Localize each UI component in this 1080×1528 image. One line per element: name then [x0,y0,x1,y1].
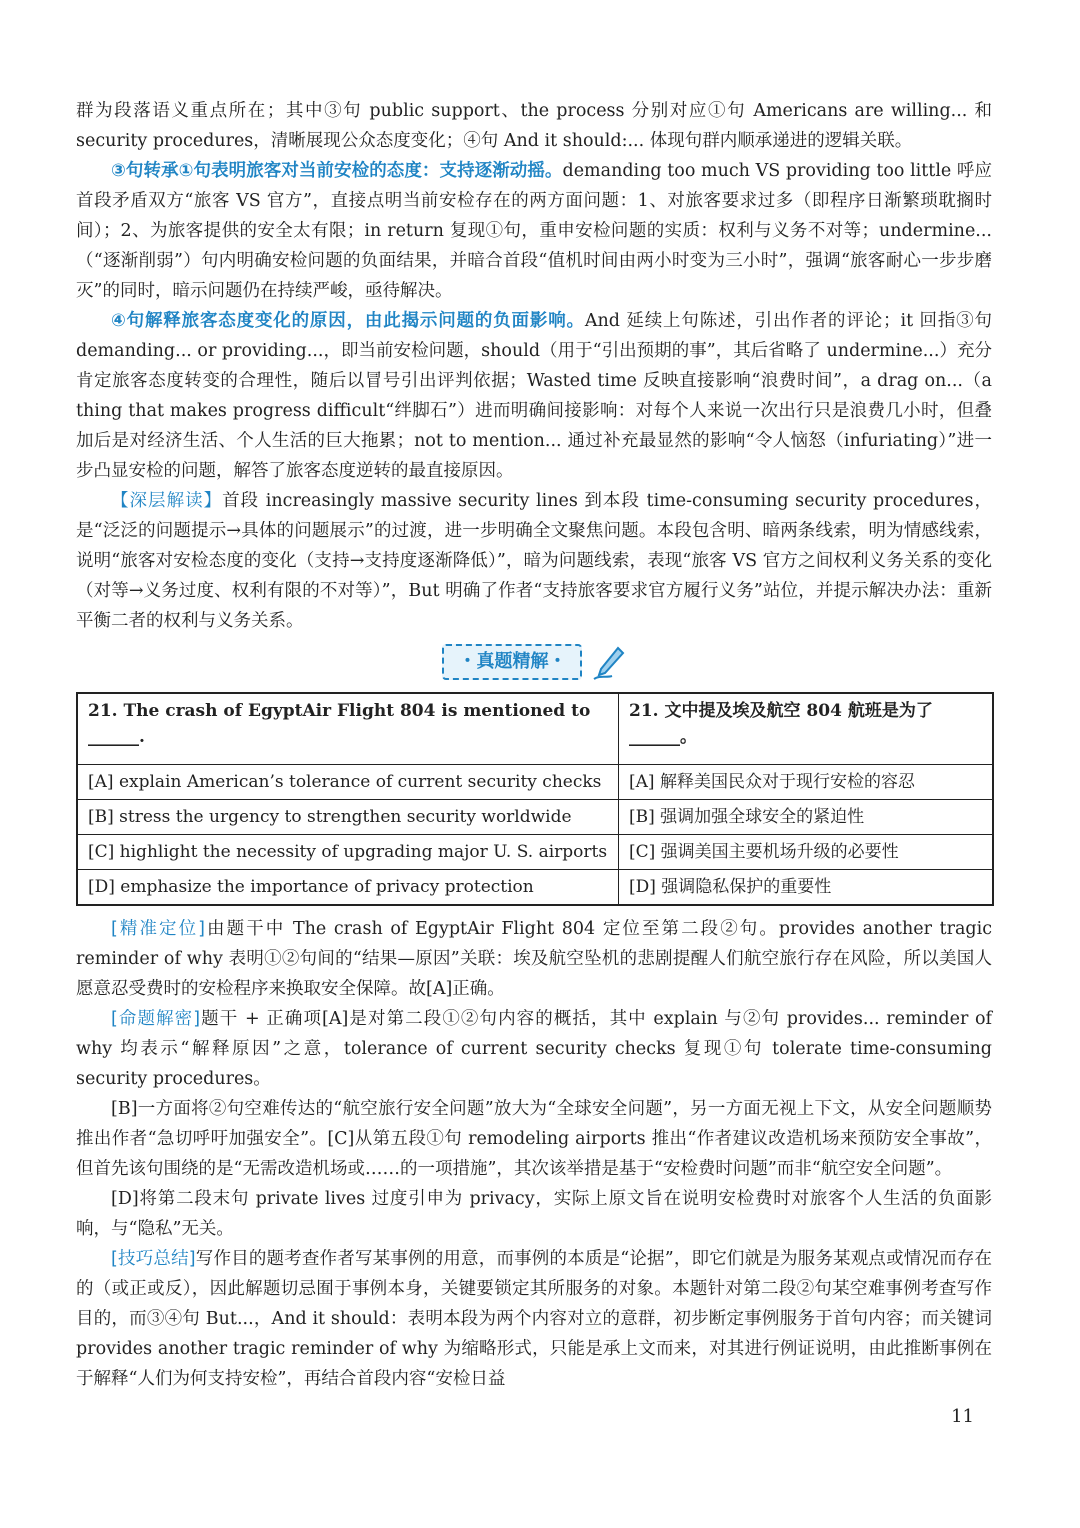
analysis-location: [精准定位]由题干中 The crash of EgyptAir Flight 804 定位至第二段②句。provides another tragic reminder of why 表明①②句间的“结果—原因”关联：埃及航空坠机的悲剧提醒人们航空旅行存在风险，所以美国人愿意忍受费时的安检程序来换取安全保障。故[A]正确。 [76,919,992,999]
option-c-zh: [C] 强调美国主要机场升级的必要性 [619,835,994,870]
question-stem-zh: 21. 文中提及埃及航空 804 航班是为了______。 [619,693,994,765]
question-table [76,692,994,906]
tag-skill-summary: [技巧总结] [111,1249,196,1269]
highlight-sentence-4: ④句解释旅客态度变化的原因，由此揭示问题的负面影响。 [111,311,585,331]
paragraph-deep-reading: 【深层解读】首段 increasingly massive security lines 到本段 time-consuming security procedures，是“泛泛的问题提示→具体的问题展示”的过渡，进一步明确全文聚焦问题。本段包含明、暗两条线索，明为情感线索，说明“旅客对安检态度的变化（支持→支持度逐渐降低）”，暗为问题线索，表现“旅客 VS 官方之间权利义务关系的变化（对等→义务过度、权利有限的不对等）”，But 明确了作者“支持旅客要求官方履行义务”站位，并提示解决办法：重新平衡二者的权利与义务关系。 [76,491,992,631]
highlight-sentence-3: ③句转承①句表明旅客对当前安检的态度：支持逐渐动摇。 [111,161,563,181]
analysis-decoding: [命题解密]题干 + 正确项[A]是对第二段①②句内容的概括，其中 explain 与②句 provides... reminder of why 均表示“解释原因”之意，tolerance of current security checks 复现①句 tolerate time-consuming security procedures。 [76,1009,993,1089]
table-row [77,835,993,870]
table-row [77,800,993,835]
option-d-zh: [D] 强调隐私保护的重要性 [619,870,994,906]
tag-precise-location: [精准定位] [111,919,205,939]
tag-question-decoding: [命题解密] [111,1009,201,1029]
option-b-en: [B] stress the urgency to strengthen security worldwide [77,800,619,835]
option-d-en: [D] emphasize the importance of privacy protection [77,870,619,906]
paragraph-1: 群为段落语义重点所在；其中③句 public support、the process 分别对应①句 Americans are willing... 和 security procedures，清晰展现公众态度变化；④句 And it should:... 体现句群内顺承递进的逻辑关联。 [76,101,992,151]
table-row [77,765,993,800]
page-number: 11 [951,1406,974,1427]
option-a-zh: [A] 解释美国民众对于现行安检的容忍 [619,765,994,800]
analysis-distractors-bc: [B]一方面将②句空难传达的“航空旅行安全问题”放大为“全球安全问题”，另一方面无视上下文，从安全问题顺势推出作者“急切呼吁加强安全”。[C]从第五段①句 remodeling airports 推出“作者建议改造机场来预防安全事故”，但首先该句围绕的是“无需改造机场或……的一项措施”，其次该举措是基于“安检费时问题”而非“航空安全问题”。 [76,1099,992,1179]
section-title [76,644,992,686]
section-title-badge: ・真题精解・ [442,644,582,680]
option-c-en: [C] highlight the necessity of upgrading major U. S. airports [77,835,619,870]
question-stem-en: 21. The crash of EgyptAir Flight 804 is mentioned to ______. [77,693,619,765]
pen-icon [592,645,626,681]
table-row [77,693,993,765]
table-row [77,870,993,906]
paragraph-3: ④句解释旅客态度变化的原因，由此揭示问题的负面影响。And 延续上句陈述，引出作者的评论；it 回指③句 demanding... or providing...，即当前安检问题，should（用于“引出预期的事”，其后省略了 undermine...）充分肯定旅客态度转变的合理性，随后以冒号引出评判依据；Wasted time 反映直接影响“浪费时间”，a drag on...（a thing that makes progress difficult“绊脚石”）进而明确间接影响：对每个人来说一次出行只是浪费几小时，但叠加后是对经济生活、个人生活的巨大拖累；not to mention... 通过补充最显然的影响“令人恼怒（infuriating）”进一步凸显安检的问题，解答了旅客态度逆转的最直接原因。 [76,311,992,481]
analysis-skill-summary: [技巧总结]写作目的题考查作者写某事例的用意，而事例的本质是“论据”，即它们就是为服务某观点或情况而存在的（或正或反），因此解题切忌囿于事例本身，关键要锁定其所服务的对象。本题针对第二段②句某空难事例考查写作目的，而③④句 But...，And it should：表明本段为两个内容对立的意群，初步断定事例服务于首句内容；而关键词 provides another tragic reminder of why 为缩略形式，只能是承上文而来，对其进行例证说明，由此推断事例在于解释“人们为何支持安检”，再结合首段内容“安检日益 [76,1249,993,1389]
paragraph-2: ③句转承①句表明旅客对当前安检的态度：支持逐渐动摇。demanding too much VS providing too little 呼应首段矛盾双方“旅客 VS 官方”，直接点明当前安检存在的两方面问题：1、对旅客要求过多（即程序日渐繁琐耽搁时间）；2、为旅客提供的安全太有限；in return 复现①句，重申安检问题的实质：权利与义务不对等；undermine...（“逐渐削弱”）句内明确安检问题的负面结果，并暗合首段“值机时间由两小时变为三小时”，强调“旅客耐心一步步磨灭”的同时，暗示问题仍在持续严峻，亟待解决。 [76,161,992,301]
analysis-distractor-d: [D]将第二段末句 private lives 过度引申为 privacy，实际上原文旨在说明安检费时对旅客个人生活的负面影响，与“隐私”无关。 [76,1189,992,1239]
option-b-zh: [B] 强调加强全球安全的紧迫性 [619,800,994,835]
tag-deep-reading: 【深层解读】 [111,491,223,511]
option-a-en: [A] explain American’s tolerance of current security checks [77,765,619,800]
